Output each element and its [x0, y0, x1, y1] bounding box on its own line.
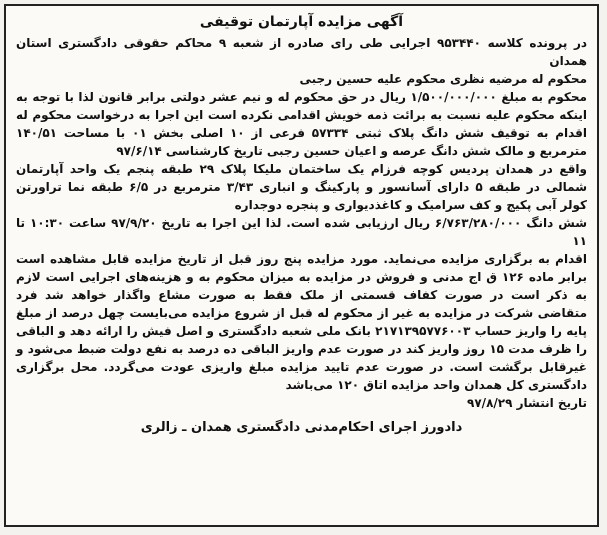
auction-terms: اقدام به برگزاری مزایده می‌نماید. مورد مزایده پنج روز قبل از تاریخ مزایده قابل مشاهده است برابر ماده ۱۲۶ ق اج مدنی و فروش در مزایده به میزان محکوم به و هزینه‌های اجرایی است لازم به ذکر است در صورت کفاف قسمتی از ملک فقط به صورت مشاع واگذار خواهد شد فرد متقاضی شرکت در مزایده به غیر از محکوم له قبل از شروع مزایده می‌بایست چهل درصد از مبلغ پایه را واریز حساب ۲۱۷۱۳۹۵۷۷۶۰۰۳ بانک ملی شعبه دادگستری و اصل فیش را ارائه دهد و الباقی را ظرف مدت ۱۵ روز واریز کند در صورت عدم واریز الباقی ده درصد به نفع دولت ضبط می‌شود و غیرقابل برگشت است. در صورت عدم تایید مزایده مبلغ واریزی عودت می‌گردد. محل برگزاری دادگستری کل همدان واحد مزایده اتاق ۱۲۰ می‌باشد	[16, 252, 587, 392]
signature: دادورز اجرای احکام‌مدنی دادگستری همدان ـ زالری	[140, 420, 463, 435]
property-description: واقع در همدان پردیس کوچه فرزام یک ساختمان ملیکا پلاک ۲۹ طبقه پنجم یک واحد آپارتمان شمالی در طبقه ۵ دارای آسانسور و پارکینگ و انباری ۳/۴۳ مترمربع در ۶/۵ طبقه نما تراورتن کولر آبی پکیج و کف سرامیک و کاغذدیواری و پنجره دوجداره	[16, 162, 588, 212]
auction-notice	[4, 4, 599, 527]
notice-title: آگهی مزایده آپارتمان توقیفی	[199, 14, 404, 30]
publication-date: تاریخ انتشار ۹۷/۸/۲۹	[467, 396, 587, 410]
parties-line: محکوم له مرضیه نظری محکوم علیه حسین رجبی	[299, 72, 587, 86]
case-line: در پرونده کلاسه ۹۵۳۴۴۰ اجرایی طی رای صادره از شعبه ۹ محاکم حقوقی دادگستری استان همدان	[16, 36, 588, 68]
valuation-line: شش دانگ ۶/۷۶۳/۲۸۰/۰۰۰ ریال ارزیابی شده است. لذا این اجرا به تاریخ ۹۷/۹/۲۰ ساعت ۱۰:۳۰ تا ۱۱	[16, 216, 588, 248]
judgment-paragraph: محکوم به مبلغ ۱/۵۰۰/۰۰۰/۰۰۰ ریال در حق محکوم له و نیم عشر دولتی برابر قانون لذا با توجه به اینکه محکوم علیه نسبت به برائت ذمه خویش اقدامی نکرده است این اجرا به درخواست محکوم له اقدام به توقیف شش دانگ پلاک ثبتی ۵۷۳۳۴ فرعی از ۱۰ اصلی بخش ۰۱ با مساحت ۱۴۰/۵۱ مترمربع و مالک شش دانگ عرصه و اعیان حسین رجبی تاریخ کارشناسی ۹۷/۶/۱۴	[16, 90, 588, 158]
